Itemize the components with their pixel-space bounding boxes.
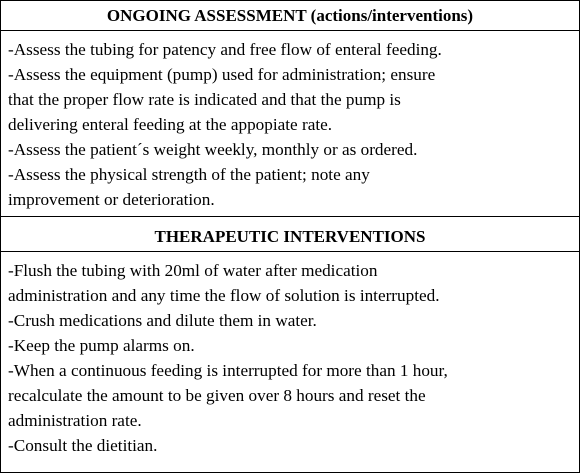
ongoing-line: -Assess the tubing for patency and free flow of enteral feeding.	[8, 40, 442, 59]
ongoing-line: delivering enteral feeding at the appopiate rate.	[8, 115, 333, 134]
section-divider	[1, 216, 579, 217]
therapeutic-line: -Consult the dietitian.	[8, 436, 158, 455]
therapeutic-interventions-title: THERAPEUTIC INTERVENTIONS	[154, 227, 426, 246]
ongoing-line: -Assess the equipment (pump) used for administration; ensure	[8, 65, 436, 84]
therapeutic-line: administration and any time the flow of solution is interrupted.	[8, 286, 440, 305]
ongoing-line: improvement or deterioration.	[8, 190, 215, 209]
therapeutic-interventions-header	[1, 222, 579, 252]
therapeutic-line: -Keep the pump alarms on.	[8, 336, 195, 355]
therapeutic-interventions-body	[1, 258, 579, 458]
ongoing-line: -Assess the patient´s weight weekly, monthly or as ordered.	[8, 140, 418, 159]
therapeutic-line: -Flush the tubing with 20ml of water after medication	[8, 261, 378, 280]
ongoing-assessment-body	[1, 37, 579, 212]
therapeutic-line: administration rate.	[8, 411, 142, 430]
ongoing-line: that the proper flow rate is indicated and that the pump is	[8, 90, 401, 109]
ongoing-assessment-title: ONGOING ASSESSMENT (actions/interventions)	[106, 6, 474, 25]
ongoing-assessment-header	[1, 1, 579, 31]
therapeutic-line: recalculate the amount to be given over 8 hours and reset the	[8, 386, 426, 405]
ongoing-line: -Assess the physical strength of the patient; note any	[8, 165, 370, 184]
therapeutic-line: -When a continuous feeding is interrupted for more than 1 hour,	[8, 361, 448, 380]
therapeutic-line: -Crush medications and dilute them in water.	[8, 311, 317, 330]
